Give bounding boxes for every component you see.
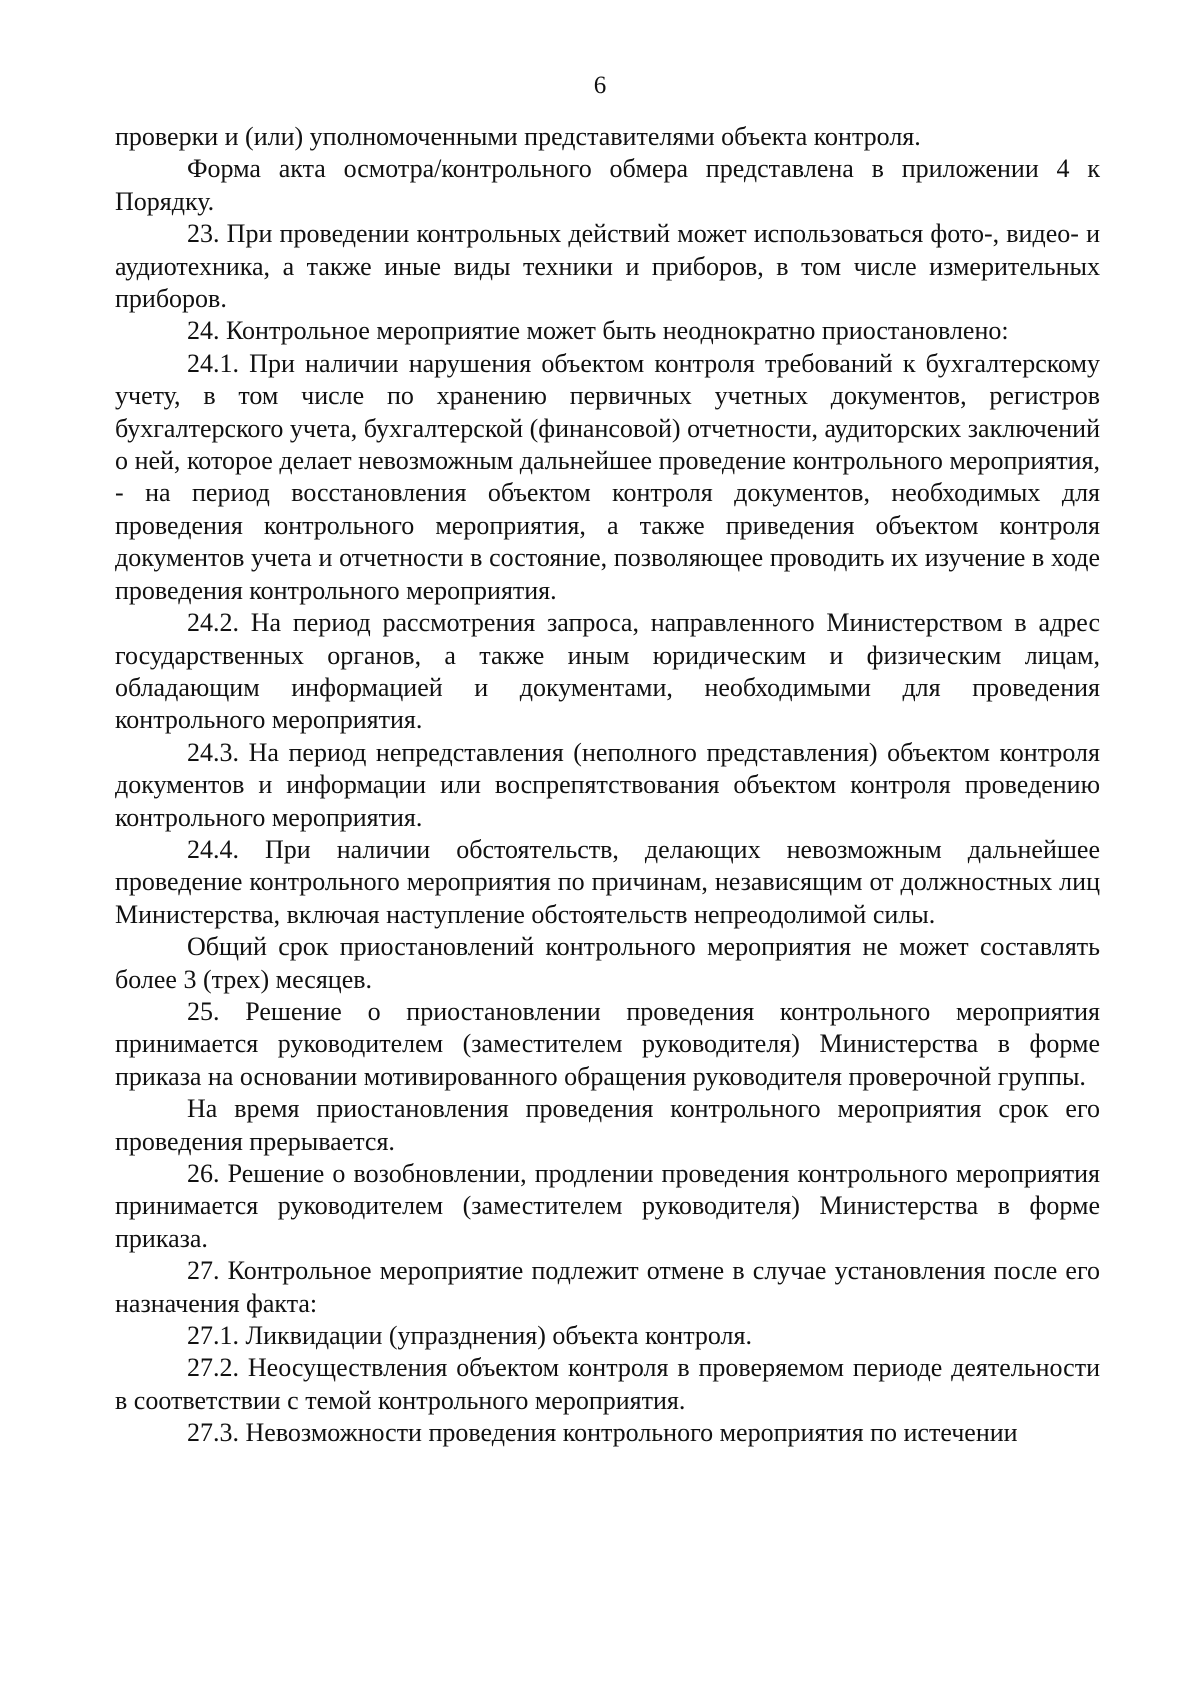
page-number: 6 bbox=[593, 72, 607, 99]
paragraph-25: 25. Решение о приостановлении проведения контрольного мероприятия принимается руководителем (заместителем руководителя) Министерства в форме приказа на основании мотивированного обращения руководителя проверочной группы. bbox=[115, 996, 1100, 1091]
paragraph-27-2: 27.2. Неосуществления объектом контроля в проверяемом периоде деятельности в соответствии с темой контрольного мероприятия. bbox=[115, 1353, 1100, 1415]
paragraph-continuation: проверки и (или) уполномоченными представителями объекта контроля. bbox=[115, 122, 921, 151]
paragraph-27-3: 27.3. Невозможности проведения контрольного мероприятия по истечении bbox=[187, 1418, 1018, 1448]
paragraph-27: 27. Контрольное мероприятие подлежит отмене в случае установления после его назначения факта: bbox=[115, 1256, 1100, 1318]
paragraph-26: 26. Решение о возобновлении, продлении проведения контрольного мероприятия принимается руководителем (заместителем руководителя) Министерства в форме приказа. bbox=[115, 1159, 1100, 1253]
paragraph-suspension-term: Общий срок приостановлений контрольного мероприятия не может составлять более 3 (трех) месяцев. bbox=[115, 932, 1100, 994]
paragraph-24-4: 24.4. При наличии обстоятельств, делающих невозможным дальнейшее проведение контрольного мероприятия по причинам, независящим от должностных лиц Министерства, включая наступление обстоятельств непреодолимой силы. bbox=[115, 834, 1100, 929]
paragraph-27-1: 27.1. Ликвидации (упразднения) объекта контроля. bbox=[187, 1321, 752, 1351]
paragraph-24-3: 24.3. На период непредставления (неполного представления) объектом контроля документов и информации или воспрепятствования объектом контроля проведению контрольного мероприятия. bbox=[115, 737, 1100, 832]
document-body bbox=[115, 121, 1100, 1450]
paragraph-24: 24. Контрольное мероприятие может быть неоднократно приостановлено: bbox=[187, 316, 1009, 346]
paragraph-24-1: 24.1. При наличии нарушения объектом контроля требований к бухгалтерскому учету, в том числе по хранению первичных учетных документов, регистров бухгалтерского учета, бухгалтерской (финансовой) отчетности, аудиторских заключений о ней, которое делает невозможным дальнейшее проведение контрольного мероприятия, - на период восстановления объектом контроля документов, необходимых для проведения контрольного мероприятия, а также приведения объектом контроля документов учета и отчетности в состояние, позволяющее проводить их изучение в ходе проведения контрольного мероприятия. bbox=[115, 348, 1100, 605]
paragraph-24-2: 24.2. На период рассмотрения запроса, направленного Министерством в адрес государственных органов, а также иным юридическим и физическим лицам, обладающим информацией и документами, необходимыми для проведения контрольного мероприятия. bbox=[115, 608, 1100, 735]
paragraph-act-form: Форма акта осмотра/контрольного обмера представлена в приложении 4 к Порядку. bbox=[115, 154, 1100, 216]
paragraph-23: 23. При проведении контрольных действий может использоваться фото-, видео- и аудиотехника, а также иные виды техники и приборов, в том числе измерительных приборов. bbox=[115, 219, 1100, 314]
paragraph-interruption: На время приостановления проведения контрольного мероприятия срок его проведения прерывается. bbox=[115, 1094, 1100, 1156]
